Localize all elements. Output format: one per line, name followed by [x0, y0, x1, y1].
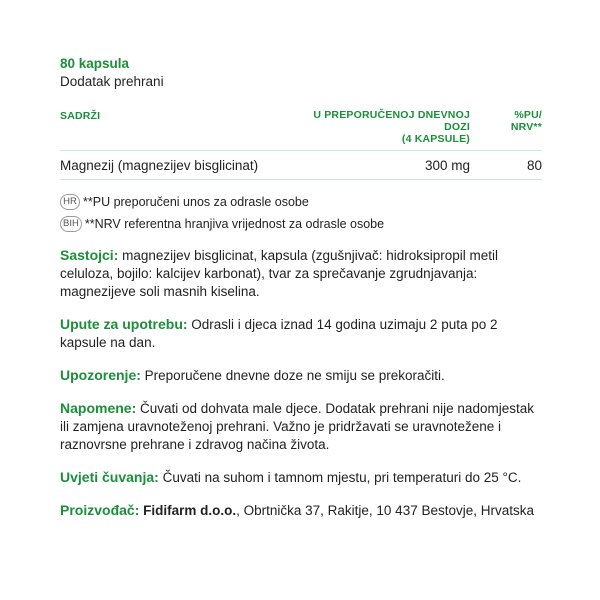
notes-text: Čuvati od dohvata male djece. Dodatak prehrani nije nadomjestak ili zamjena uravnoteženoj prehrani. Važno je pridržavati se uravnotežene i raznovrsne prehrane i zdravog načina života.	[60, 401, 534, 452]
product-category: Dodatak prehrani	[60, 74, 164, 89]
usage-section	[60, 315, 542, 352]
footnote-bih	[60, 216, 542, 232]
notes-label: Napomene:	[60, 400, 137, 416]
table-header	[60, 109, 542, 151]
package-count-title: 80 kapsula	[60, 56, 130, 71]
nutrient-nrv: 80	[526, 157, 542, 173]
column-header-daily-dose-line1: U PREPORUČENOJ DNEVNOJ DOZI	[313, 109, 470, 133]
column-header-daily-dose	[300, 109, 470, 145]
country-badge-hr: HR	[60, 194, 80, 210]
usage-text: Odrasli i djeca iznad 14 godina uzimaju 2 puta po 2 kapsule na dan.	[60, 317, 498, 350]
storage-text: Čuvati na suhom i tamnom mjestu, pri temperaturi do 25 °C.	[158, 470, 522, 485]
footnote-text-bih: **NRV referentna hranjiva vrijednost za odrasle osobe	[84, 217, 385, 231]
table-row	[60, 151, 542, 180]
column-header-nrv-line2: NRV**	[510, 121, 542, 133]
label-document	[60, 56, 542, 520]
ingredients-text: magnezijev bisglicinat, kapsula (zgušnjivač: hidroksipropil metil celuloza, bojilo: kalcijev karbonat), tvar za sprečavanje zgrudnjavanja: magnezijeve soli masnih kiselina.	[60, 248, 499, 299]
footnotes	[60, 194, 542, 232]
column-header-nrv	[470, 109, 542, 145]
column-header-nrv-line1: %PU/	[514, 109, 542, 121]
warning-text: Preporučene dnevne doze ne smiju se prekoračiti.	[140, 368, 445, 383]
nutrient-name: Magnezij (magnezijev bisglicinat)	[60, 157, 259, 173]
warning-section	[60, 366, 542, 385]
warning-label: Upozorenje:	[60, 367, 141, 383]
column-header-contains: SADRŽI	[60, 110, 101, 122]
ingredients-section	[60, 246, 542, 301]
notes-section	[60, 399, 542, 454]
ingredients-label: Sastojci:	[60, 247, 119, 263]
usage-label: Upute za upotrebu:	[60, 316, 188, 332]
footnote-hr	[60, 194, 542, 210]
nutrient-dose: 300 mg	[424, 157, 470, 173]
producer-name: Fidifarm d.o.o.	[139, 503, 237, 518]
footnote-text-hr: **PU preporučeni unos za odrasle osobe	[83, 195, 309, 209]
nutrition-table	[60, 109, 542, 180]
producer-section	[60, 501, 542, 520]
producer-address: , Obrtnička 37, Rakitje, 10 437 Bestovje, Hrvatska	[236, 503, 534, 518]
column-header-daily-dose-line2: (4 KAPSULE)	[401, 133, 470, 145]
country-badge-bih: BIH	[60, 216, 82, 232]
producer-label: Proizvođač:	[60, 502, 140, 518]
storage-label: Uvjeti čuvanja:	[60, 469, 159, 485]
storage-section	[60, 468, 542, 487]
